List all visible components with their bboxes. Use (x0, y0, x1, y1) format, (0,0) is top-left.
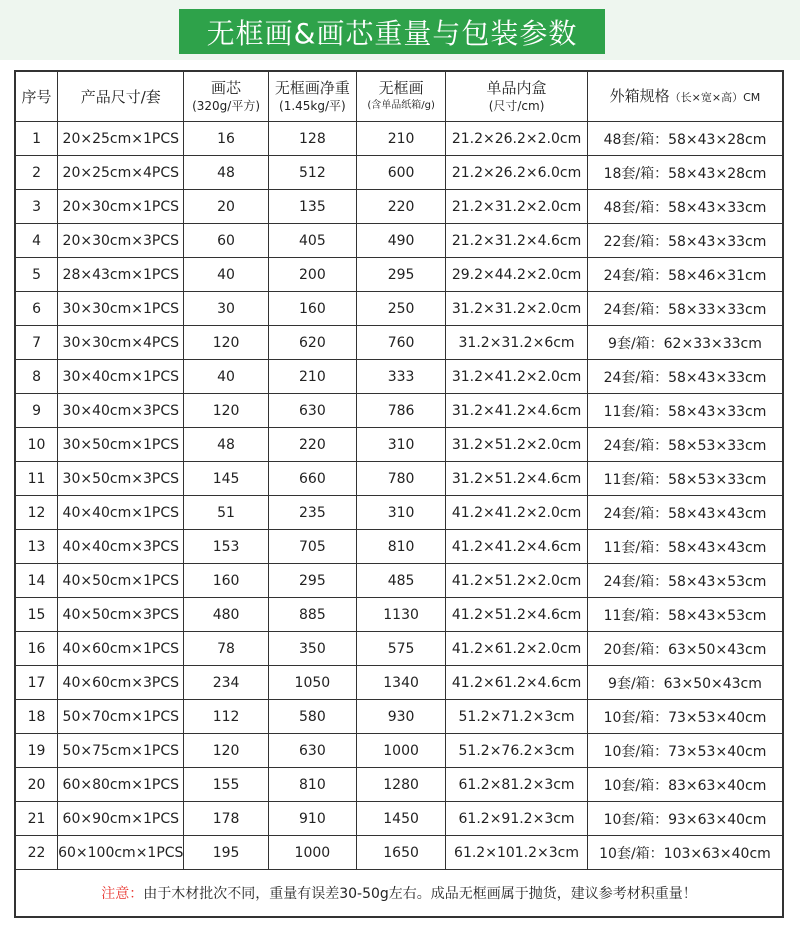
cell-inner-box: 61.2×91.2×3cm (446, 802, 588, 836)
cell-gross-weight: 210 (357, 122, 446, 156)
cell-gross-weight: 1650 (357, 836, 446, 870)
cell-inner-box: 41.2×61.2×2.0cm (446, 632, 588, 666)
table-row (15, 156, 783, 190)
table-row (15, 394, 783, 428)
cell-core-weight: 145 (184, 462, 268, 496)
cell-inner-box: 41.2×51.2×4.6cm (446, 598, 588, 632)
cell-net-weight: 1050 (268, 666, 356, 700)
cell-inner-box: 41.2×51.2×2.0cm (446, 564, 588, 598)
cell-size: 30×30cm×1PCS (58, 292, 184, 326)
cell-size: 30×50cm×3PCS (58, 462, 184, 496)
header-inner-box: 单品内盒 (尺寸/cm) (446, 71, 588, 122)
cell-index: 21 (15, 802, 58, 836)
table-row (15, 564, 783, 598)
cell-gross-weight: 575 (357, 632, 446, 666)
cell-outer-box: 10套/箱：83×63×40cm (587, 768, 783, 802)
cell-core-weight: 40 (184, 258, 268, 292)
table-row (15, 496, 783, 530)
cell-net-weight: 220 (268, 428, 356, 462)
cell-gross-weight: 220 (357, 190, 446, 224)
cell-net-weight: 705 (268, 530, 356, 564)
cell-index: 13 (15, 530, 58, 564)
cell-index: 2 (15, 156, 58, 190)
table-row (15, 530, 783, 564)
cell-core-weight: 112 (184, 700, 268, 734)
cell-size: 40×40cm×1PCS (58, 496, 184, 530)
cell-index: 9 (15, 394, 58, 428)
cell-size: 60×100cm×1PCS (58, 836, 184, 870)
cell-core-weight: 120 (184, 734, 268, 768)
cell-core-weight: 195 (184, 836, 268, 870)
cell-core-weight: 155 (184, 768, 268, 802)
cell-inner-box: 31.2×31.2×2.0cm (446, 292, 588, 326)
header-core-weight: 画芯 (320g/平方) (184, 71, 268, 122)
cell-inner-box: 31.2×51.2×2.0cm (446, 428, 588, 462)
table-row (15, 768, 783, 802)
note-text: 由于木材批次不同，重量有误差30-50g左右。成品无框画属于抛货，建议参考材积重量！ (143, 886, 697, 902)
cell-size: 20×30cm×1PCS (58, 190, 184, 224)
cell-net-weight: 210 (268, 360, 356, 394)
cell-outer-box: 10套/箱：93×63×40cm (587, 802, 783, 836)
cell-core-weight: 60 (184, 224, 268, 258)
cell-gross-weight: 786 (357, 394, 446, 428)
cell-inner-box: 31.2×41.2×2.0cm (446, 360, 588, 394)
cell-core-weight: 30 (184, 292, 268, 326)
cell-index: 20 (15, 768, 58, 802)
cell-net-weight: 135 (268, 190, 356, 224)
cell-net-weight: 810 (268, 768, 356, 802)
cell-gross-weight: 930 (357, 700, 446, 734)
cell-size: 60×80cm×1PCS (58, 768, 184, 802)
cell-net-weight: 295 (268, 564, 356, 598)
cell-core-weight: 48 (184, 156, 268, 190)
cell-net-weight: 1000 (268, 836, 356, 870)
table-row (15, 836, 783, 870)
table-row (15, 632, 783, 666)
cell-outer-box: 18套/箱：58×43×28cm (587, 156, 783, 190)
table-row (15, 428, 783, 462)
table-row (15, 360, 783, 394)
cell-gross-weight: 295 (357, 258, 446, 292)
cell-outer-box: 24套/箱：58×43×43cm (587, 496, 783, 530)
table-row (15, 598, 783, 632)
cell-size: 40×60cm×3PCS (58, 666, 184, 700)
note-cell (15, 870, 783, 918)
cell-net-weight: 200 (268, 258, 356, 292)
cell-net-weight: 160 (268, 292, 356, 326)
cell-outer-box: 10套/箱：73×53×40cm (587, 734, 783, 768)
cell-size: 30×40cm×3PCS (58, 394, 184, 428)
cell-size: 28×43cm×1PCS (58, 258, 184, 292)
cell-inner-box: 31.2×41.2×4.6cm (446, 394, 588, 428)
cell-outer-box: 48套/箱：58×43×28cm (587, 122, 783, 156)
cell-outer-box: 48套/箱：58×43×33cm (587, 190, 783, 224)
cell-core-weight: 234 (184, 666, 268, 700)
cell-index: 22 (15, 836, 58, 870)
cell-index: 18 (15, 700, 58, 734)
cell-index: 10 (15, 428, 58, 462)
table-row (15, 190, 783, 224)
cell-outer-box: 24套/箱：58×46×31cm (587, 258, 783, 292)
cell-size: 50×70cm×1PCS (58, 700, 184, 734)
cell-size: 20×25cm×1PCS (58, 122, 184, 156)
cell-index: 17 (15, 666, 58, 700)
cell-inner-box: 31.2×51.2×4.6cm (446, 462, 588, 496)
cell-size: 40×50cm×1PCS (58, 564, 184, 598)
table-header-row (15, 71, 783, 122)
cell-gross-weight: 310 (357, 496, 446, 530)
cell-gross-weight: 1340 (357, 666, 446, 700)
note-row (15, 870, 783, 918)
cell-outer-box: 9套/箱：62×33×33cm (587, 326, 783, 360)
cell-inner-box: 61.2×101.2×3cm (446, 836, 588, 870)
cell-inner-box: 41.2×41.2×2.0cm (446, 496, 588, 530)
cell-index: 3 (15, 190, 58, 224)
cell-core-weight: 16 (184, 122, 268, 156)
cell-outer-box: 24套/箱：58×53×33cm (587, 428, 783, 462)
cell-inner-box: 21.2×31.2×4.6cm (446, 224, 588, 258)
cell-net-weight: 235 (268, 496, 356, 530)
header-size: 产品尺寸/套 (58, 71, 184, 122)
cell-gross-weight: 600 (357, 156, 446, 190)
cell-size: 20×25cm×4PCS (58, 156, 184, 190)
cell-core-weight: 20 (184, 190, 268, 224)
cell-core-weight: 120 (184, 326, 268, 360)
cell-outer-box: 11套/箱：58×43×53cm (587, 598, 783, 632)
table-row (15, 258, 783, 292)
cell-outer-box: 10套/箱：73×53×40cm (587, 700, 783, 734)
cell-gross-weight: 490 (357, 224, 446, 258)
cell-gross-weight: 1000 (357, 734, 446, 768)
cell-index: 15 (15, 598, 58, 632)
cell-outer-box: 22套/箱：58×43×33cm (587, 224, 783, 258)
cell-core-weight: 480 (184, 598, 268, 632)
cell-net-weight: 885 (268, 598, 356, 632)
cell-outer-box: 24套/箱：58×43×33cm (587, 360, 783, 394)
cell-gross-weight: 250 (357, 292, 446, 326)
cell-inner-box: 41.2×61.2×4.6cm (446, 666, 588, 700)
cell-index: 14 (15, 564, 58, 598)
header-outer-box: 外箱规格（长×宽×高）CM (587, 71, 783, 122)
table-row (15, 802, 783, 836)
cell-index: 5 (15, 258, 58, 292)
cell-gross-weight: 760 (357, 326, 446, 360)
table-row (15, 700, 783, 734)
cell-net-weight: 128 (268, 122, 356, 156)
cell-index: 19 (15, 734, 58, 768)
cell-outer-box: 20套/箱：63×50×43cm (587, 632, 783, 666)
cell-size: 40×50cm×3PCS (58, 598, 184, 632)
cell-core-weight: 120 (184, 394, 268, 428)
cell-net-weight: 512 (268, 156, 356, 190)
cell-outer-box: 24套/箱：58×43×53cm (587, 564, 783, 598)
cell-index: 6 (15, 292, 58, 326)
cell-size: 40×60cm×1PCS (58, 632, 184, 666)
cell-core-weight: 178 (184, 802, 268, 836)
cell-outer-box: 9套/箱：63×50×43cm (587, 666, 783, 700)
cell-index: 7 (15, 326, 58, 360)
cell-inner-box: 21.2×26.2×6.0cm (446, 156, 588, 190)
table-row (15, 666, 783, 700)
cell-index: 4 (15, 224, 58, 258)
cell-inner-box: 21.2×26.2×2.0cm (446, 122, 588, 156)
cell-size: 30×30cm×4PCS (58, 326, 184, 360)
cell-inner-box: 51.2×71.2×3cm (446, 700, 588, 734)
cell-inner-box: 41.2×41.2×4.6cm (446, 530, 588, 564)
cell-size: 60×90cm×1PCS (58, 802, 184, 836)
table-row (15, 224, 783, 258)
cell-index: 8 (15, 360, 58, 394)
cell-inner-box: 51.2×76.2×3cm (446, 734, 588, 768)
cell-index: 1 (15, 122, 58, 156)
cell-core-weight: 51 (184, 496, 268, 530)
table-row (15, 734, 783, 768)
cell-net-weight: 405 (268, 224, 356, 258)
note-label: 注意： (101, 886, 144, 902)
cell-outer-box: 11套/箱：58×43×33cm (587, 394, 783, 428)
cell-net-weight: 660 (268, 462, 356, 496)
cell-inner-box: 29.2×44.2×2.0cm (446, 258, 588, 292)
cell-core-weight: 153 (184, 530, 268, 564)
cell-size: 40×40cm×3PCS (58, 530, 184, 564)
cell-outer-box: 11套/箱：58×43×43cm (587, 530, 783, 564)
cell-gross-weight: 810 (357, 530, 446, 564)
cell-inner-box: 61.2×81.2×3cm (446, 768, 588, 802)
cell-size: 20×30cm×3PCS (58, 224, 184, 258)
cell-outer-box: 24套/箱：58×33×33cm (587, 292, 783, 326)
table-row (15, 122, 783, 156)
cell-gross-weight: 333 (357, 360, 446, 394)
cell-inner-box: 31.2×31.2×6cm (446, 326, 588, 360)
cell-index: 16 (15, 632, 58, 666)
cell-gross-weight: 780 (357, 462, 446, 496)
cell-outer-box: 11套/箱：58×53×33cm (587, 462, 783, 496)
cell-core-weight: 48 (184, 428, 268, 462)
cell-inner-box: 21.2×31.2×2.0cm (446, 190, 588, 224)
cell-gross-weight: 485 (357, 564, 446, 598)
cell-gross-weight: 1280 (357, 768, 446, 802)
table-row (15, 462, 783, 496)
table-row (15, 326, 783, 360)
page-title: 无框画&画芯重量与包装参数 (179, 9, 605, 54)
spec-table (14, 70, 784, 918)
cell-size: 50×75cm×1PCS (58, 734, 184, 768)
cell-index: 12 (15, 496, 58, 530)
cell-net-weight: 580 (268, 700, 356, 734)
cell-core-weight: 40 (184, 360, 268, 394)
cell-outer-box: 10套/箱：103×63×40cm (587, 836, 783, 870)
cell-net-weight: 910 (268, 802, 356, 836)
cell-net-weight: 620 (268, 326, 356, 360)
cell-core-weight: 78 (184, 632, 268, 666)
cell-net-weight: 630 (268, 394, 356, 428)
cell-gross-weight: 1130 (357, 598, 446, 632)
header-index: 序号 (15, 71, 58, 122)
cell-size: 30×40cm×1PCS (58, 360, 184, 394)
table-row (15, 292, 783, 326)
cell-gross-weight: 1450 (357, 802, 446, 836)
cell-size: 30×50cm×1PCS (58, 428, 184, 462)
header-net-weight: 无框画净重 (1.45kg/平) (268, 71, 356, 122)
cell-gross-weight: 310 (357, 428, 446, 462)
header-gross-weight: 无框画 (含单品纸箱/g) (357, 71, 446, 122)
cell-core-weight: 160 (184, 564, 268, 598)
cell-net-weight: 350 (268, 632, 356, 666)
cell-index: 11 (15, 462, 58, 496)
cell-net-weight: 630 (268, 734, 356, 768)
